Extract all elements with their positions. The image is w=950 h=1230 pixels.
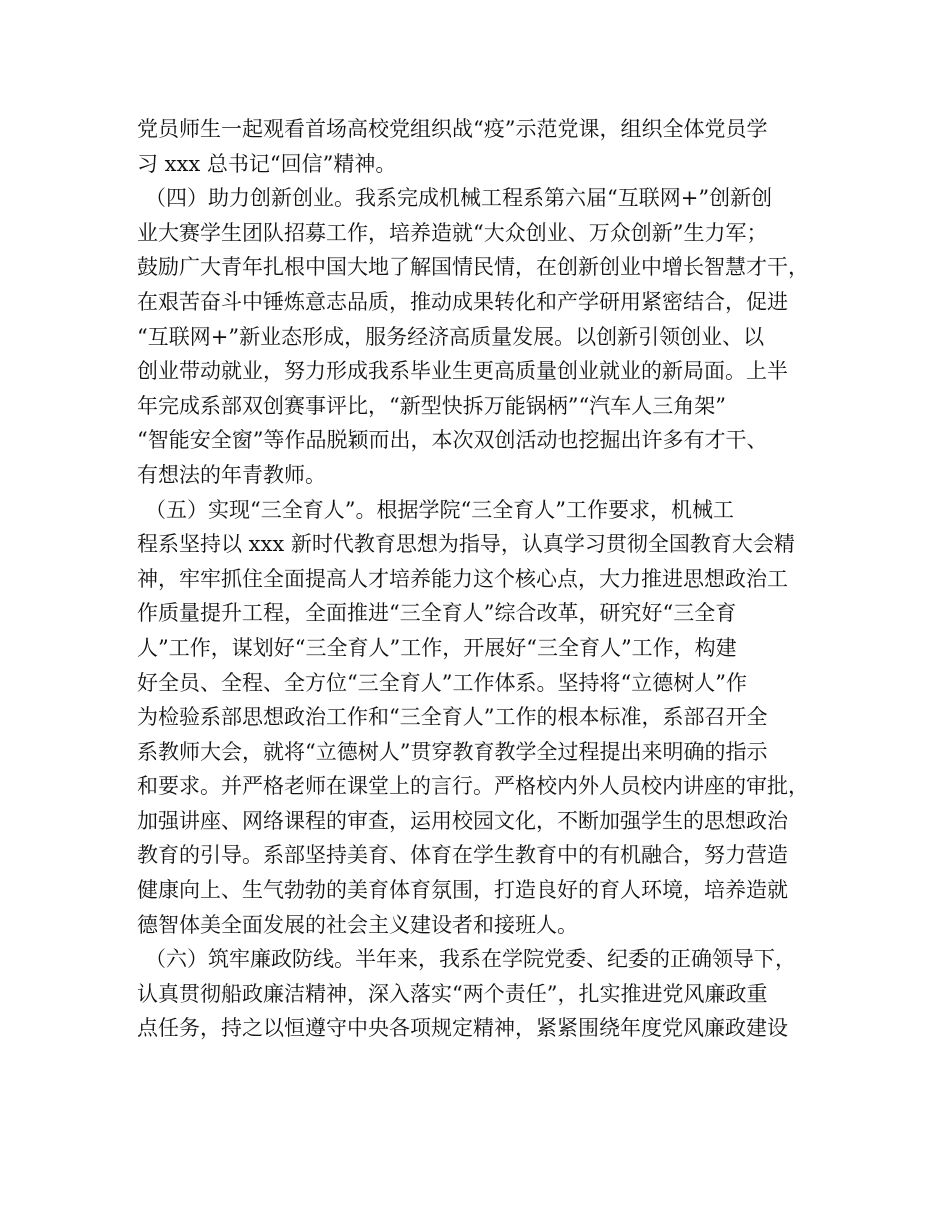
text-line: 人”工作，谋划好“三全育人”工作，开展好“三全育人”工作，构建 <box>137 635 737 660</box>
section-heading-line: （五）实现“三全育人”。根据学院“三全育人”工作要求，机械工 <box>145 497 734 522</box>
text-line: 教育的引导。系部坚持美育、体育在学生教育中的有机融合，努力营造 <box>137 843 788 868</box>
text-line: 系教师大会，就将“立德树人”贯穿教育教学全过程提出来明确的指示 <box>137 739 768 764</box>
text-line: 为检验系部思想政治工作和“三全育人”工作的根本标准，系部召开全 <box>137 705 768 730</box>
text-line: 点任务，持之以恒遵守中央各项规定精神，紧紧围绕年度党风廉政建设 <box>137 1016 788 1041</box>
text-line: 认真贯彻船政廉洁精神，深入落实“两个责任”，扎实推进党风廉政重 <box>137 981 768 1006</box>
section-heading-line: （六）筑牢廉政防线。半年来，我系在学院党委、纪委的正确领导下， <box>145 947 796 972</box>
text-line: 年完成系部双创赛事评比，“新型快拆万能锅柄”“汽车人三角架” <box>137 393 726 418</box>
text-line: “智能安全窗”等作品脱颖而出，本次双创活动也挖掘出许多有才干、 <box>137 428 768 453</box>
text-line: 在艰苦奋斗中锤炼意志品质，推动成果转化和产学研用紧密结合，促进 <box>137 289 788 314</box>
document-body <box>137 112 827 1046</box>
text-line: 党员师生一起观看首场高校党组织战“疫”示范党课，组织全体党员学 <box>137 117 768 141</box>
text-line: 加强讲座、网络课程的审查，运用校园文化，不断加强学生的思想政治 <box>137 808 788 833</box>
text-line: 创业带动就业，努力形成我系毕业生更高质量创业就业的新局面。上半 <box>137 359 788 384</box>
text-line: 业大赛学生团队招募工作，培养造就“大众创业、万众创新”生力军； <box>137 220 768 245</box>
text-line: “互联网+”新业态形成，服务经济高质量发展。以创新引领创业、以 <box>137 324 765 349</box>
section-heading-line: （四）助力创新创业。我系完成机械工程系第六届“互联网+”创新创 <box>145 186 773 211</box>
text-line: 健康向上、生气勃勃的美育体育氛围，打造良好的育人环境，培养造就 <box>137 878 788 903</box>
text-line: 和要求。并严格老师在课堂上的言行。严格校内外人员校内讲座的审批， <box>137 774 809 799</box>
text-line: 作质量提升工程，全面推进“三全育人”综合改革，研究好“三全育 <box>137 601 737 626</box>
text-line: 有想法的年青教师。 <box>137 462 326 487</box>
text-line: 神，牢牢抓住全面提高人才培养能力这个核心点，大力推进思想政治工 <box>137 566 788 591</box>
text-line: 习 xxx 总书记“回信”精神。 <box>137 151 397 176</box>
text-line: 好全员、全程、全方位“三全育人”工作体系。坚持将“立德树人”作 <box>137 670 747 695</box>
text-line: 德智体美全面发展的社会主义建设者和接班人。 <box>137 912 578 937</box>
text-line: 鼓励广大青年扎根中国大地了解国情民情，在创新创业中增长智慧才干， <box>137 255 809 280</box>
text-line: 程系坚持以 xxx 新时代教育思想为指导，认真学习贯彻全国教育大会精 <box>137 532 795 557</box>
